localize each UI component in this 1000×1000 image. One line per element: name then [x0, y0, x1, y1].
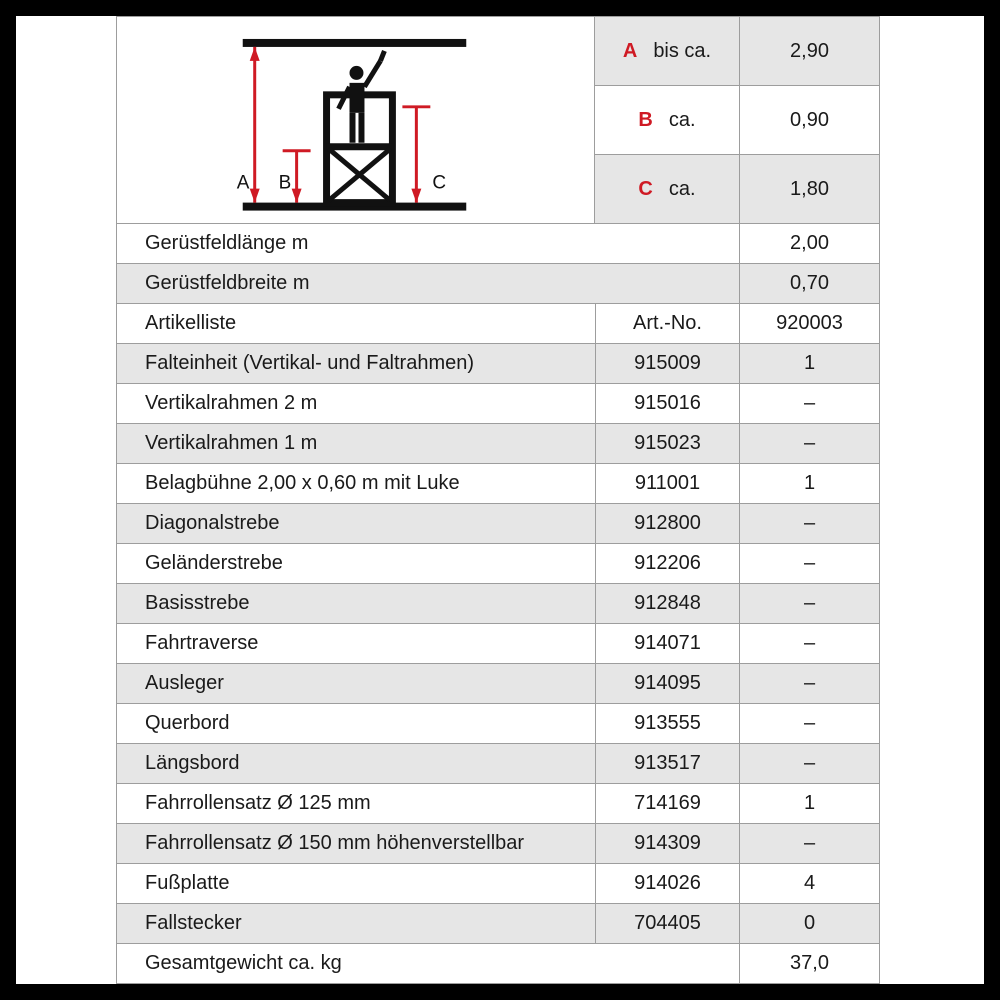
article-label: Fußplatte: [145, 872, 230, 894]
article-qty: –: [803, 432, 816, 454]
article-number: 911001: [595, 464, 740, 503]
article-number: 912848: [595, 584, 740, 623]
height-row-a: [595, 17, 879, 86]
table-row: [117, 904, 879, 944]
article-number: 914309: [595, 824, 740, 863]
height-label-b: [595, 86, 740, 154]
article-label: Fahrrollensatz Ø 150 mm höhenverstellbar: [145, 832, 525, 854]
table-row: [117, 424, 879, 464]
article-label: Belagbühne 2,00 x 0,60 m mit Luke: [145, 472, 460, 494]
height-letter-b: B: [638, 108, 653, 131]
table-row: [117, 384, 879, 424]
article-label: Querbord: [145, 712, 230, 734]
table-row: [117, 264, 879, 304]
article-number: 915023: [595, 424, 740, 463]
scaffold-diagram-svg: [117, 17, 594, 224]
height-value-c: 1,80: [740, 155, 879, 223]
article-qty: –: [803, 712, 816, 734]
height-value-a: 2,90: [740, 17, 879, 85]
article-number: 914095: [595, 664, 740, 703]
table-row: [117, 504, 879, 544]
article-number: 915009: [595, 344, 740, 383]
article-number: 912206: [595, 544, 740, 583]
top-block: [117, 17, 879, 224]
table-row: [117, 744, 879, 784]
table-row: [117, 344, 879, 384]
svg-text:B: B: [278, 172, 292, 194]
table-row: [117, 664, 879, 704]
article-qty: –: [803, 512, 816, 534]
article-qty: –: [803, 832, 816, 854]
article-label: Basisstrebe: [145, 592, 250, 614]
total-value: 37,0: [790, 952, 829, 974]
article-label: Vertikalrahmen 1 m: [145, 432, 318, 454]
article-number: 912800: [595, 504, 740, 543]
article-qty: 1: [803, 472, 816, 494]
row-value: 2,00: [790, 232, 829, 254]
article-no-header: Art.-No.: [595, 304, 740, 343]
article-qty: –: [803, 672, 816, 694]
row-value: 0,70: [790, 272, 829, 294]
article-label: Falteinheit (Vertikal- und Faltrahmen): [145, 352, 475, 374]
table-row: [117, 784, 879, 824]
height-table: [595, 17, 879, 224]
article-number: 914071: [595, 624, 740, 663]
article-qty: –: [803, 592, 816, 614]
article-label: Fahrrollensatz Ø 125 mm: [145, 792, 371, 814]
total-row: [117, 944, 879, 984]
article-qty: –: [803, 752, 816, 774]
article-list-label: Artikelliste: [145, 312, 237, 334]
article-list-header: [117, 304, 879, 344]
article-number: 914026: [595, 864, 740, 903]
height-row-b: [595, 86, 879, 155]
article-number: 913555: [595, 704, 740, 743]
height-label-a: [595, 17, 740, 85]
article-qty: –: [803, 552, 816, 574]
svg-text:A: A: [236, 172, 250, 194]
article-qty: 1: [803, 352, 816, 374]
table-row: [117, 824, 879, 864]
total-label: Gesamtgewicht ca. kg: [117, 944, 740, 983]
article-qty: 0: [803, 912, 816, 934]
scaffold-diagram: [117, 17, 595, 224]
height-letter-c: C: [638, 177, 653, 200]
table-row: [117, 584, 879, 624]
article-qty: –: [803, 632, 816, 654]
table-row: [117, 704, 879, 744]
article-label: Längsbord: [145, 752, 240, 774]
height-letter-a: A: [622, 39, 638, 62]
article-number: 915016: [595, 384, 740, 423]
height-value-b: 0,90: [740, 86, 879, 154]
height-qualifier-a: bis ca.: [653, 39, 712, 62]
height-qualifier-c: ca.: [668, 177, 696, 200]
height-row-c: [595, 155, 879, 224]
article-qty: –: [803, 392, 816, 414]
datasheet-page: [16, 16, 984, 984]
article-label: Diagonalstrebe: [145, 512, 280, 534]
table-row: [117, 544, 879, 584]
article-label: Geländerstrebe: [145, 552, 283, 574]
article-label: Fahrtraverse: [145, 632, 259, 654]
table-row: [117, 864, 879, 904]
article-label: Ausleger: [145, 672, 224, 694]
height-qualifier-b: ca.: [668, 108, 696, 131]
article-number: 704405: [595, 904, 740, 943]
article-number: 913517: [595, 744, 740, 783]
table-row: [117, 224, 879, 264]
article-set-no: 920003: [776, 312, 843, 334]
spec-table: [116, 16, 880, 984]
table-row: [117, 624, 879, 664]
row-label: Gerüstfeldlänge m: [117, 224, 740, 263]
svg-text:C: C: [432, 172, 447, 194]
article-qty: 4: [803, 872, 816, 894]
article-label: Fallstecker: [145, 912, 242, 934]
article-qty: 1: [803, 792, 816, 814]
height-label-c: [595, 155, 740, 223]
article-number: 714169: [595, 784, 740, 823]
table-row: [117, 464, 879, 504]
row-label: Gerüstfeldbreite m: [117, 264, 740, 303]
article-label: Vertikalrahmen 2 m: [145, 392, 318, 414]
